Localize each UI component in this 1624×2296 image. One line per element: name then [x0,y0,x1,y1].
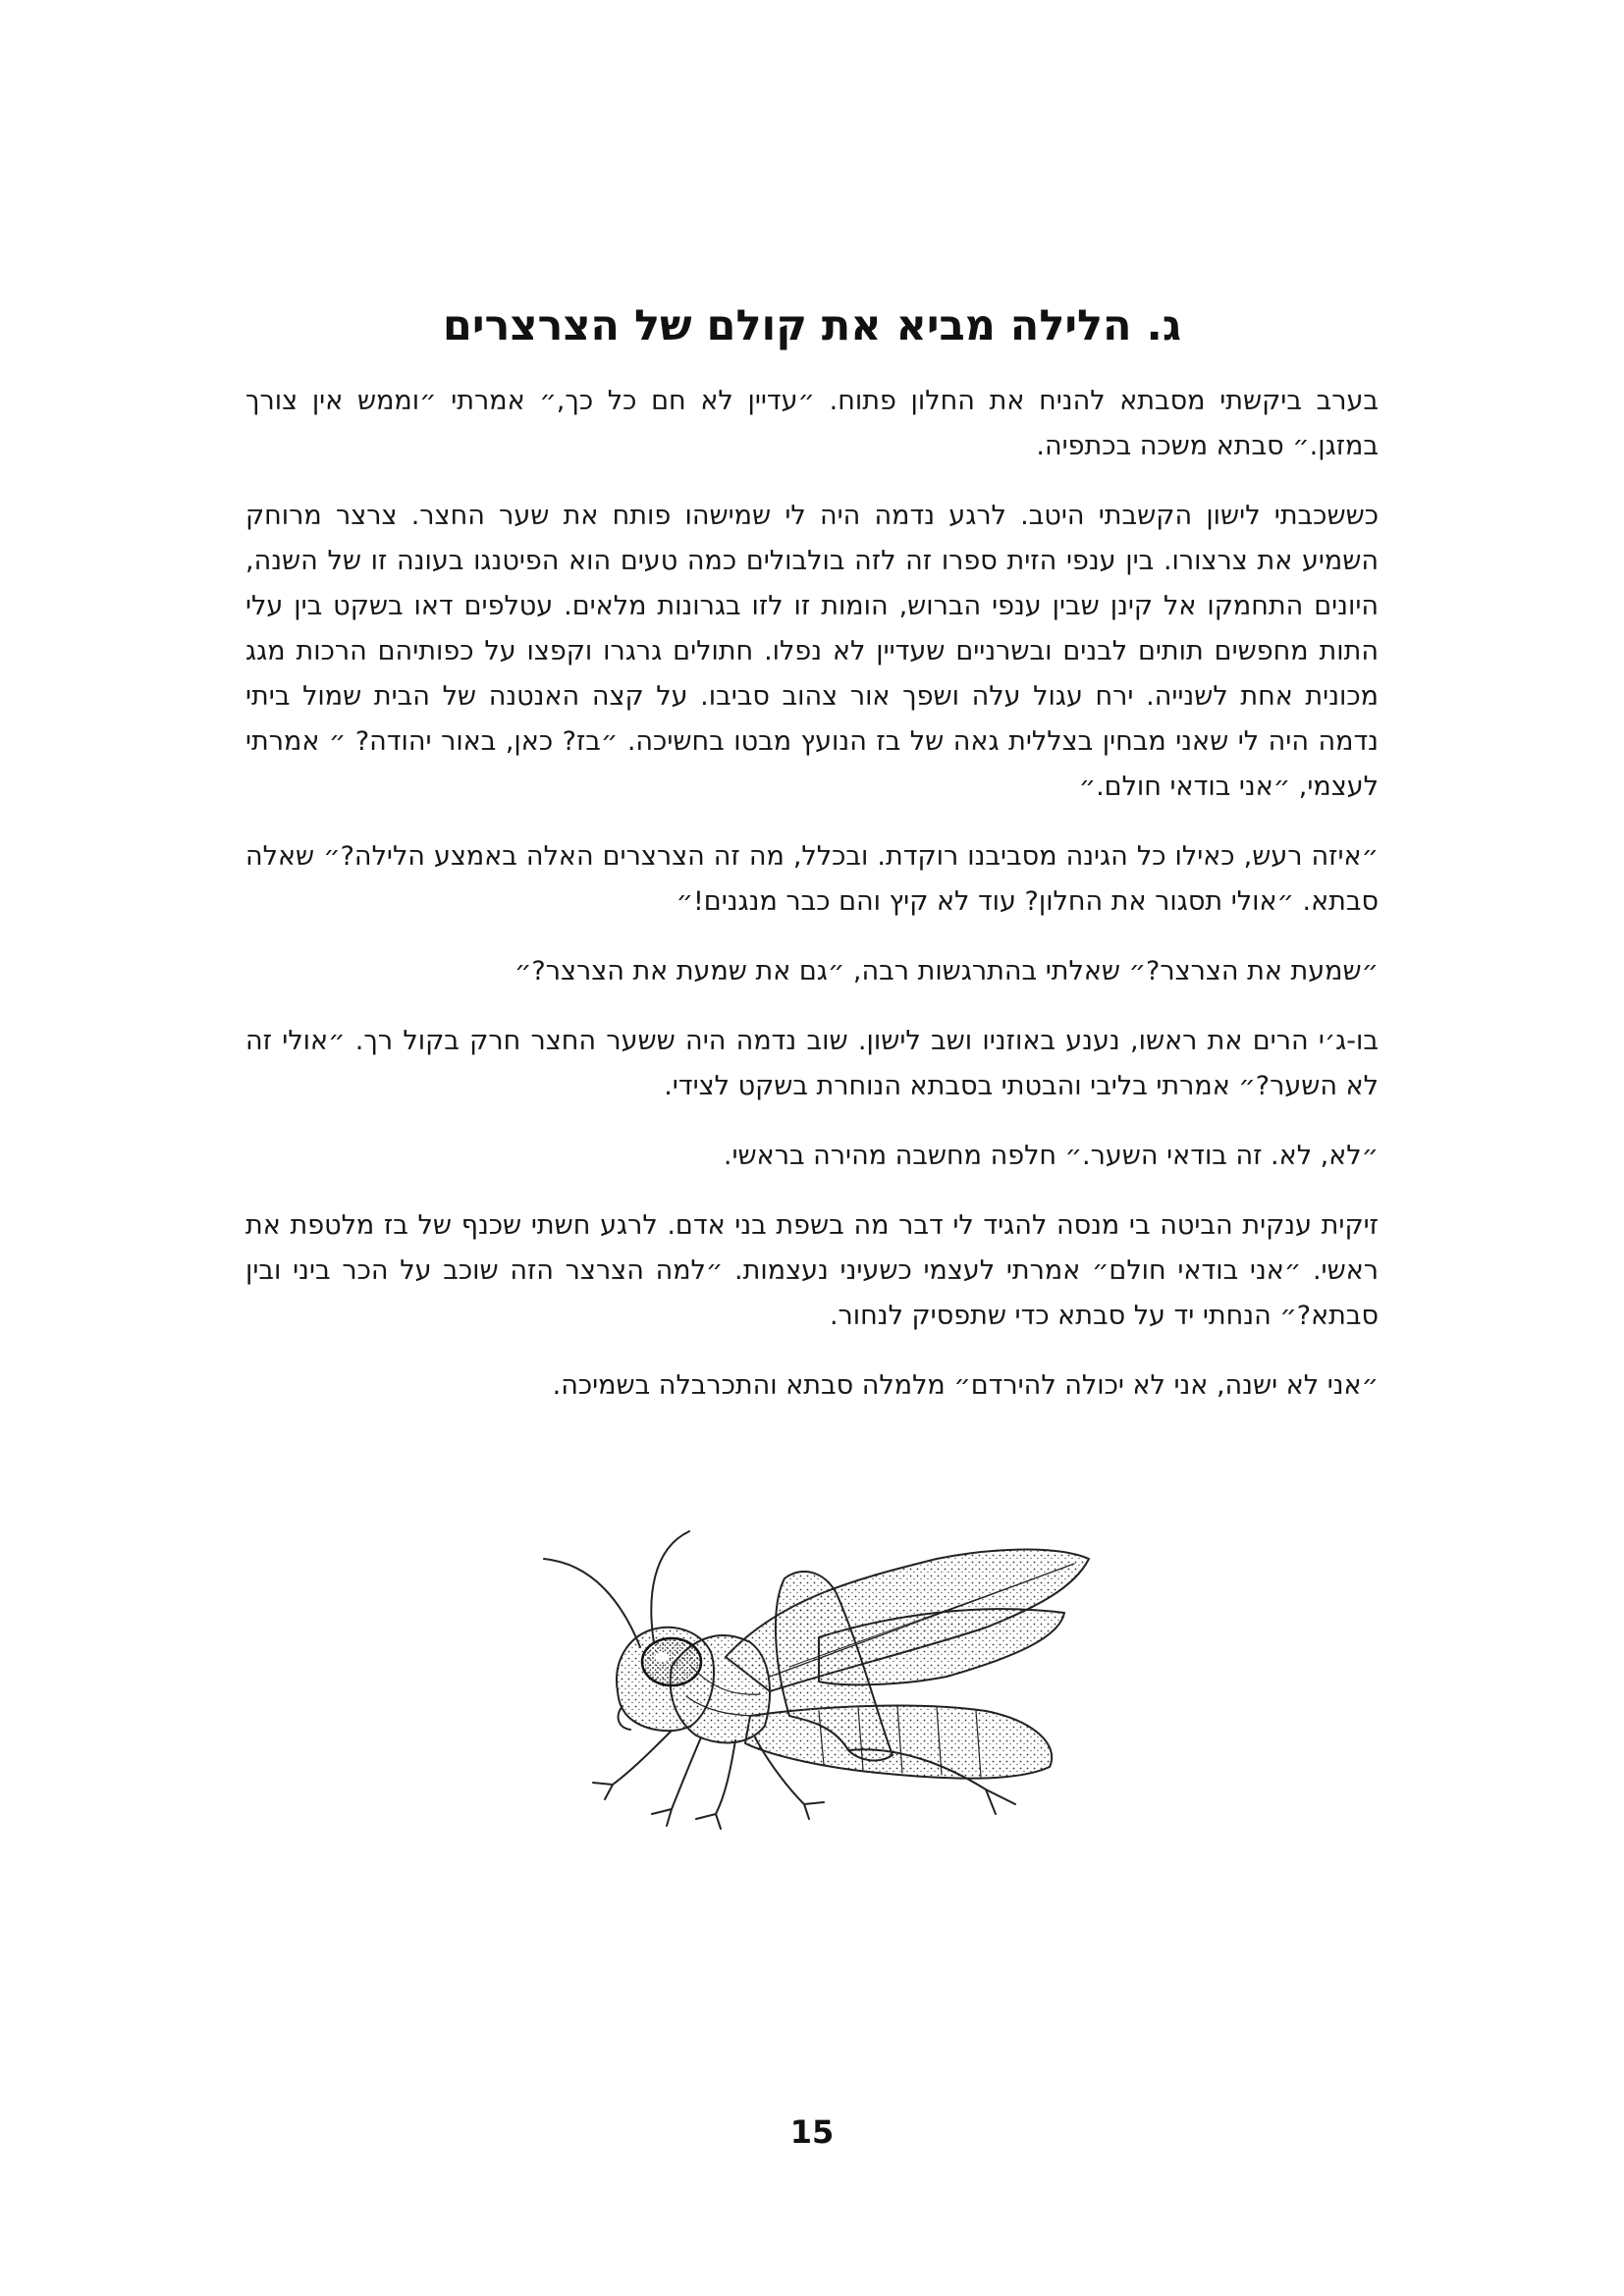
eye [642,1638,701,1685]
paragraph: ״איזה רעש, כאילו כל הגינה מסביבנו רוקדת. ובכלל, מה זה הצרצרים האלה באמצע הלילה?״ שאלה סבתא. ״אולי תסגור את החלון? עוד לא קיץ והם כבר מנגנים!״ [245,841,1379,917]
paragraph: בערב ביקשתי מסבתא להניח את החלון פתוח. ״עדיין לא חם כל כך,״ אמרתי ״וממש אין צורך במזגן.״ סבתא משכה בכתפיה. [245,386,1379,461]
front-leg [593,1731,672,1785]
antenna-left [544,1559,640,1647]
paragraph: ״שמעת את הצרצר?״ שאלתי בהתרגשות רבה, ״גם את שמעת את הצרצר?״ [514,956,1379,987]
grasshopper-illustration [524,1520,1104,1836]
paragraph: ״לא, לא. זה בודאי השער.״ חלפה מחשבה מהירה בראשי. [723,1141,1379,1171]
paragraph: ״אני לא ישנה, אני לא יכולה להירדם״ מלמלה סבתא והתכרבלה בשמיכה. [552,1370,1379,1401]
paragraph: כששכבתי לישון הקשבתי היטב. לרגע נדמה היה לי שמישהו פותח את שער החצר. צרצר מרוחק השמיע את צרצורו. בין ענפי הזית ספרו זה לזה בולבולים כמה טעים הוא הפיטנגו בעונה זו של השנה, היונים התחמקו אל קינן שבין ענפי הברוש, הומות זו לזו בגרונות מלאים. עטלפים דאו בשקט בין עלי התות מחפשים תותים לבנים ובשרניים שעדיין לא נפלו. חתולים גרגרו וקפצו על כפותיהם הרכות מגג מכונית אחת לשנייה. ירח עגול עלה ושפך אור צהוב סביבו. על קצה האנטנה של הבית שמול ביתי נדמה היה לי שאני מבחין בצללית גאה של בז הנועץ מבטו בחשיכה. ״בז? כאן, באור יהודה? ״ אמרתי לעצמי, ״אני בודאי חולם.״ [245,501,1379,802]
middle-leg [696,1740,735,1819]
paragraph: בו-ג׳י הרים את ראשו, נענע באוזניו ושב לישון. שוב נדמה היה ששער החצר חרק בקול רך. ״אולי זה לא השער?״ אמרתי בליבי והבטתי בסבתא הנוחרת בשקט לצידי. [245,1026,1379,1101]
paragraph: זיקית ענקית הביטה בי מנסה להגיד לי דבר מה בשפת בני אדם. לרגע חשתי שכנף של בז מלטפת את ראשי. ״אני בודאי חולם״ אמרתי לעצמי כשעיני נעצמות. ״למה הצרצר הזה שוכב על הכר ביני ובין סבתא?״ הנחתי יד על סבתא כדי שתפסיק לנחור. [245,1210,1379,1331]
story-text [245,379,1379,1433]
page-number: 15 [789,2113,835,2151]
chapter-title: ג. הלילה מביא את קולם של הצרצרים [442,301,1182,350]
